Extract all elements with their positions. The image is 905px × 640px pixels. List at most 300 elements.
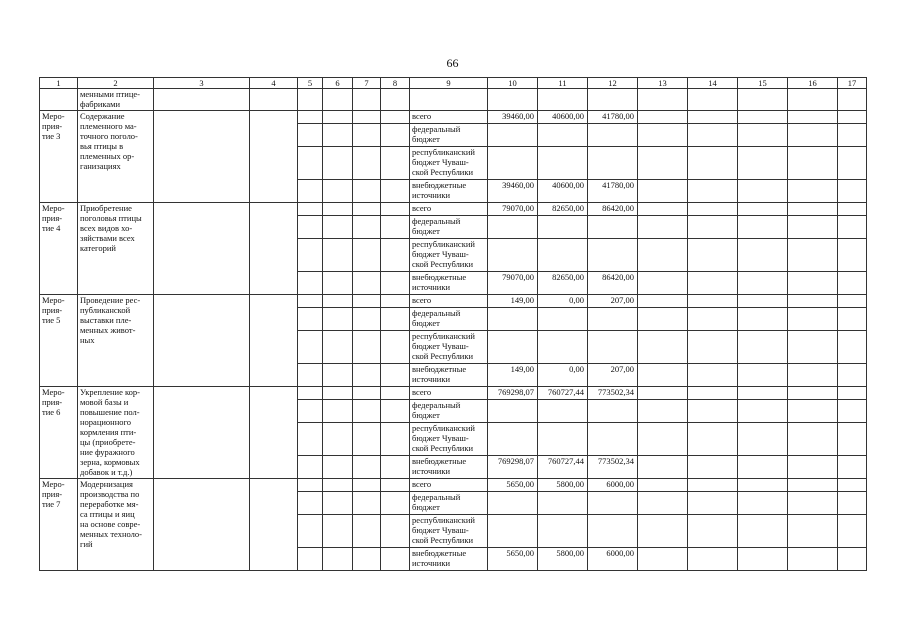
page-number: 66 [446,56,459,70]
funding-source: республиканский бюджет Чуваш- ской Республики [410,239,488,272]
funding-source: внебюджетные источники [410,364,488,387]
empty-cell [154,111,250,203]
empty-cell [838,456,867,479]
empty-cell [688,479,738,492]
empty-cell [381,180,410,203]
empty-cell [638,111,688,124]
value-cell: 86420,00 [588,272,638,295]
value-cell: 41780,00 [588,180,638,203]
funding-source: всего [410,295,488,308]
value-cell [588,331,638,364]
column-header: 17 [838,78,867,89]
value-cell [488,216,538,239]
value-cell: 40600,00 [538,111,588,124]
funding-source: республиканский бюджет Чуваш- ской Республики [410,331,488,364]
empty-cell [381,272,410,295]
empty-cell [688,387,738,400]
empty-cell [838,387,867,400]
empty-cell [410,89,488,111]
empty-cell [738,147,788,180]
column-header: 14 [688,78,738,89]
empty-cell [638,456,688,479]
value-cell [538,308,588,331]
empty-cell [838,216,867,239]
empty-cell [381,111,410,124]
empty-cell [323,423,353,456]
table-row [40,111,867,124]
empty-cell [353,548,381,571]
value-cell [588,308,638,331]
funding-source: федеральный бюджет [410,308,488,331]
value-cell [538,124,588,147]
empty-cell [788,456,838,479]
empty-cell [788,180,838,203]
empty-cell [688,295,738,308]
empty-cell [488,89,538,111]
measure-id: Меро- прия- тие 7 [40,479,78,571]
empty-cell [298,548,323,571]
value-cell: 82650,00 [538,203,588,216]
empty-cell [250,203,298,295]
funding-source: внебюджетные источники [410,272,488,295]
column-header: 3 [154,78,250,89]
empty-cell [381,479,410,492]
column-header: 10 [488,78,538,89]
empty-cell [353,331,381,364]
empty-cell [638,515,688,548]
empty-cell [738,331,788,364]
empty-cell [353,400,381,423]
value-cell: 86420,00 [588,203,638,216]
value-cell [488,308,538,331]
empty-cell [838,147,867,180]
empty-cell [638,89,688,111]
column-header: 8 [381,78,410,89]
empty-cell [353,295,381,308]
value-cell [588,147,638,180]
empty-cell [638,272,688,295]
value-cell: 82650,00 [538,272,588,295]
empty-cell [838,492,867,515]
value-cell [488,239,538,272]
value-cell: 773502,34 [588,456,638,479]
empty-cell [323,89,353,111]
empty-cell [838,239,867,272]
measure-name: Содержание племенного ма- точного поголо- вья птицы в племенных ор- ганизациях [78,111,154,203]
value-cell [538,423,588,456]
column-header: 7 [353,78,381,89]
empty-cell [353,124,381,147]
empty-cell [353,492,381,515]
empty-cell [298,515,323,548]
empty-cell [738,423,788,456]
empty-cell [638,295,688,308]
measure-id: Меро- прия- тие 5 [40,295,78,387]
empty-cell [250,295,298,387]
empty-cell [788,423,838,456]
value-cell: 0,00 [538,295,588,308]
empty-cell [353,423,381,456]
empty-cell [298,456,323,479]
empty-cell [353,180,381,203]
empty-cell [323,295,353,308]
empty-cell [688,308,738,331]
empty-cell [381,364,410,387]
empty-cell [298,216,323,239]
empty-cell [688,180,738,203]
funding-source: федеральный бюджет [410,124,488,147]
funding-source: всего [410,111,488,124]
value-cell [588,124,638,147]
empty-cell [298,295,323,308]
empty-cell [638,479,688,492]
empty-cell [323,331,353,364]
value-cell: 79070,00 [488,272,538,295]
empty-cell [688,364,738,387]
funding-source: республиканский бюджет Чуваш- ской Республики [410,515,488,548]
value-cell [538,331,588,364]
empty-cell [738,456,788,479]
empty-cell [688,423,738,456]
empty-cell [688,272,738,295]
empty-cell [298,479,323,492]
empty-cell [638,548,688,571]
value-cell: 773502,34 [588,387,638,400]
value-cell: 5800,00 [538,479,588,492]
empty-cell [838,203,867,216]
empty-cell [738,387,788,400]
empty-cell [323,272,353,295]
value-cell [488,423,538,456]
column-header: 4 [250,78,298,89]
empty-cell [788,364,838,387]
empty-cell [638,331,688,364]
measure-id: Меро- прия- тие 3 [40,111,78,203]
empty-cell [688,400,738,423]
empty-cell [298,308,323,331]
empty-cell [788,89,838,111]
value-cell: 79070,00 [488,203,538,216]
empty-cell [323,203,353,216]
empty-cell [838,89,867,111]
empty-cell [638,203,688,216]
empty-cell [381,203,410,216]
funding-source: всего [410,479,488,492]
empty-cell [298,147,323,180]
empty-cell [638,308,688,331]
empty-cell [688,331,738,364]
budget-table [39,77,867,571]
measure-name: менными птице- фабриками [78,89,154,111]
empty-cell [298,180,323,203]
empty-cell [323,239,353,272]
measure-name: Укрепление кор- мовой базы и повышение пол- норационного кормления пти- цы (приобрете- ние фуражного зерна, кормовых добавок и т.д.) [78,387,154,479]
funding-source: федеральный бюджет [410,216,488,239]
empty-cell [738,124,788,147]
empty-cell [250,89,298,111]
empty-cell [323,124,353,147]
empty-cell [788,147,838,180]
empty-cell [638,364,688,387]
value-cell [488,492,538,515]
empty-cell [381,239,410,272]
empty-cell [381,147,410,180]
funding-source: всего [410,387,488,400]
empty-cell [838,180,867,203]
empty-cell [788,295,838,308]
empty-cell [788,400,838,423]
empty-cell [298,239,323,272]
empty-cell [738,180,788,203]
empty-cell [688,492,738,515]
value-cell: 40600,00 [538,180,588,203]
measure-id: Меро- прия- тие 4 [40,203,78,295]
funding-source: республиканский бюджет Чуваш- ской Республики [410,147,488,180]
empty-cell [353,515,381,548]
column-header: 13 [638,78,688,89]
column-header: 1 [40,78,78,89]
empty-cell [788,239,838,272]
funding-source: всего [410,203,488,216]
value-cell [538,216,588,239]
table-row [40,203,867,216]
empty-cell [154,295,250,387]
funding-source: федеральный бюджет [410,492,488,515]
empty-cell [381,515,410,548]
empty-cell [323,387,353,400]
funding-source: федеральный бюджет [410,400,488,423]
empty-cell [353,89,381,111]
empty-cell [688,147,738,180]
empty-cell [838,295,867,308]
empty-cell [381,124,410,147]
value-cell [538,239,588,272]
empty-cell [298,124,323,147]
value-cell [588,216,638,239]
empty-cell [353,147,381,180]
empty-cell [154,89,250,111]
header-row [40,78,867,89]
empty-cell [154,387,250,479]
empty-cell [788,331,838,364]
value-cell [488,147,538,180]
empty-cell [381,400,410,423]
empty-cell [298,272,323,295]
empty-cell [838,308,867,331]
empty-cell [788,124,838,147]
empty-cell [788,515,838,548]
empty-cell [381,216,410,239]
value-cell [538,492,588,515]
column-header: 12 [588,78,638,89]
empty-cell [788,492,838,515]
empty-cell [298,400,323,423]
empty-cell [688,111,738,124]
empty-cell [381,548,410,571]
empty-cell [638,147,688,180]
value-cell [588,515,638,548]
measure-id: Меро- прия- тие 6 [40,387,78,479]
empty-cell [738,492,788,515]
funding-source: внебюджетные источники [410,548,488,571]
table-row [40,295,867,308]
empty-cell [838,423,867,456]
value-cell: 41780,00 [588,111,638,124]
empty-cell [298,423,323,456]
empty-cell [738,111,788,124]
empty-cell [688,239,738,272]
empty-cell [154,203,250,295]
value-cell [588,492,638,515]
empty-cell [838,111,867,124]
empty-cell [838,364,867,387]
empty-cell [588,89,638,111]
column-header: 6 [323,78,353,89]
empty-cell [538,89,588,111]
value-cell [538,400,588,423]
empty-cell [381,456,410,479]
empty-cell [788,479,838,492]
empty-cell [154,479,250,571]
empty-cell [738,216,788,239]
empty-cell [738,89,788,111]
empty-cell [688,548,738,571]
empty-cell [353,239,381,272]
empty-cell [353,203,381,216]
empty-cell [353,479,381,492]
empty-cell [788,216,838,239]
empty-cell [323,180,353,203]
value-cell: 39460,00 [488,111,538,124]
column-header: 5 [298,78,323,89]
empty-cell [838,272,867,295]
empty-cell [838,400,867,423]
table-row [40,387,867,400]
value-cell [538,147,588,180]
empty-cell [250,111,298,203]
empty-cell [688,124,738,147]
empty-cell [738,479,788,492]
value-cell: 149,00 [488,295,538,308]
value-cell: 207,00 [588,364,638,387]
empty-cell [738,295,788,308]
value-cell: 760727,44 [538,387,588,400]
empty-cell [323,492,353,515]
empty-cell [353,456,381,479]
measure-name: Приобретение поголовья птицы всех видов хо- зяйствами всех категорий [78,203,154,295]
empty-cell [250,479,298,571]
value-cell: 5800,00 [538,548,588,571]
column-header: 11 [538,78,588,89]
empty-cell [323,479,353,492]
value-cell: 39460,00 [488,180,538,203]
value-cell: 760727,44 [538,456,588,479]
empty-cell [688,89,738,111]
empty-cell [738,400,788,423]
value-cell [488,124,538,147]
funding-source: республиканский бюджет Чуваш- ской Республики [410,423,488,456]
value-cell: 5650,00 [488,479,538,492]
continuation-row [40,89,867,111]
empty-cell [323,111,353,124]
measure-name: Проведение рес- публиканской выставки пле- менных живот- ных [78,295,154,387]
empty-cell [298,387,323,400]
empty-cell [381,492,410,515]
value-cell [488,400,538,423]
empty-cell [638,492,688,515]
empty-cell [381,387,410,400]
empty-cell [738,364,788,387]
value-cell [488,515,538,548]
empty-cell [738,239,788,272]
value-cell: 6000,00 [588,548,638,571]
empty-cell [298,203,323,216]
empty-cell [688,216,738,239]
empty-cell [381,308,410,331]
funding-source: внебюджетные источники [410,180,488,203]
column-header: 2 [78,78,154,89]
empty-cell [353,387,381,400]
empty-cell [638,239,688,272]
empty-cell [788,308,838,331]
value-cell: 0,00 [538,364,588,387]
empty-cell [738,272,788,295]
column-header: 16 [788,78,838,89]
value-cell [488,331,538,364]
empty-cell [298,331,323,364]
empty-cell [353,308,381,331]
empty-cell [323,308,353,331]
empty-cell [788,272,838,295]
empty-cell [838,124,867,147]
empty-cell [688,456,738,479]
value-cell: 6000,00 [588,479,638,492]
empty-cell [40,89,78,111]
empty-cell [838,515,867,548]
empty-cell [323,548,353,571]
empty-cell [788,387,838,400]
empty-cell [638,216,688,239]
funding-source: внебюджетные источники [410,456,488,479]
empty-cell [738,548,788,571]
empty-cell [381,423,410,456]
empty-cell [381,295,410,308]
value-cell [538,515,588,548]
empty-cell [838,479,867,492]
empty-cell [353,272,381,295]
column-header: 15 [738,78,788,89]
empty-cell [788,548,838,571]
empty-cell [323,456,353,479]
empty-cell [381,331,410,364]
empty-cell [788,203,838,216]
empty-cell [298,364,323,387]
empty-cell [323,216,353,239]
empty-cell [298,111,323,124]
empty-cell [638,124,688,147]
measure-name: Модернизация производства по переработке мя- са птицы и яиц на основе совре- менных техноло- гий [78,479,154,571]
value-cell [588,423,638,456]
empty-cell [323,147,353,180]
empty-cell [738,515,788,548]
empty-cell [638,423,688,456]
empty-cell [298,492,323,515]
empty-cell [638,387,688,400]
empty-cell [250,387,298,479]
empty-cell [838,548,867,571]
value-cell [588,400,638,423]
empty-cell [688,515,738,548]
